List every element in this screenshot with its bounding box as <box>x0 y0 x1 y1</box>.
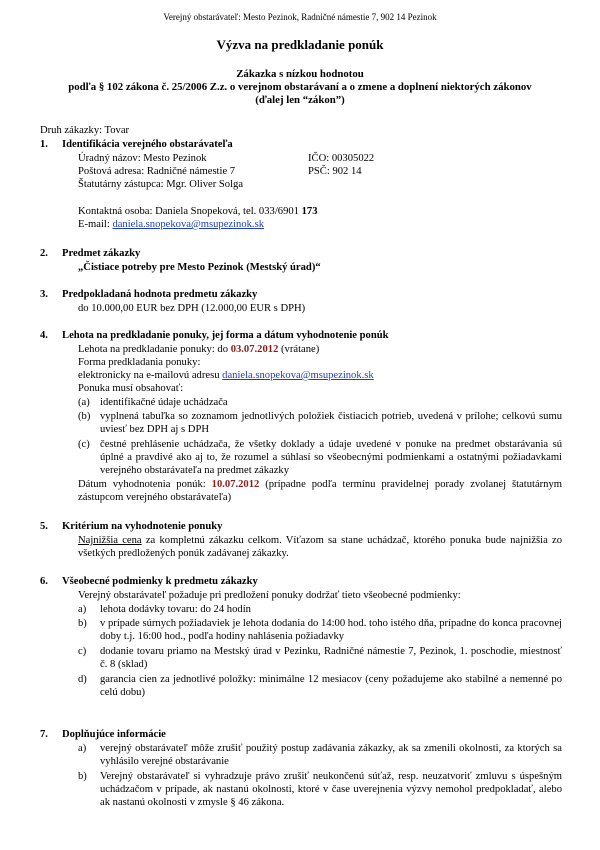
subtitle-line-2: podľa § 102 zákona č. 25/2006 Z.z. o verejnom obstarávaní a o zmene a doplnení niektorých zákonov <box>68 81 532 93</box>
offer-item-mark: (c) <box>78 439 90 450</box>
evaluation-date <box>78 478 562 504</box>
condition-item: v prípade súrnych požiadaviek je lehota dodania do 14:00 hod. toho istého dňa, prípadne do konca pracovnej doby t.j. 16:00 hod., podľa hodiny nahlásenia požiadavky <box>100 618 562 642</box>
section-2-number: 2. <box>40 248 48 259</box>
evaluation-criterion <box>78 534 562 560</box>
section-5-title: Kritérium na vyhodnotenie ponuky <box>62 521 223 532</box>
offer-item: čestné prehlásenie uchádzača, že všetky doklady a údaje uvedené v ponuke na predmet obstarávania sú úplné a pravdivé ako aj to, že rozumel a súhlasí so všeobecnými podmienkami a ostatnými požiadavkami verejného obstarávateľa na predmet zákazky <box>100 439 562 476</box>
offer-item-mark: (a) <box>78 397 90 408</box>
section-6-number: 6. <box>40 576 48 587</box>
section-7-title: Doplňujúce informácie <box>62 729 166 740</box>
evaluation-date-value: 10.07.2012 <box>211 479 260 490</box>
subtitle-line-3: (ďalej len “zákon”) <box>255 94 345 106</box>
offer-item: vyplnená tabuľka so zoznamom jednotlivých položiek čistiacich potrieb, uvedená v prílohe; celkovú sumu uviesť bez DPH aj s DPH <box>100 411 562 435</box>
submission-email-link[interactable]: daniela.snopekova@msupezinok.sk <box>222 370 374 381</box>
document-title: Výzva na predkladanie ponúk <box>216 37 384 52</box>
section-2-title: Predmet zákazky <box>62 248 141 259</box>
section-5-number: 5. <box>40 521 48 532</box>
contact-email-row <box>78 218 264 231</box>
contact-person <box>78 205 318 218</box>
condition-item: dodanie tovaru priamo na Mestský úrad v Pezinku, Radničné námestie 7, Pezinok, 1. poschodie, miestnosť č. 8 (sklad) <box>100 646 562 670</box>
contact-phone-extension: 173 <box>301 206 318 217</box>
submission-form-label: Forma predkladania ponuky: <box>78 357 201 368</box>
estimated-value: do 10.000,00 EUR bez DPH (12.000,00 EUR s DPH) <box>78 303 306 314</box>
info-mark: b) <box>78 771 87 782</box>
deadline-label: Lehota na predkladanie ponuky: do <box>78 344 229 355</box>
section-6-title: Všeobecné podmienky k predmetu zákazky <box>62 576 258 587</box>
section-4-number: 4. <box>40 330 48 341</box>
deadline-date: 03.07.2012 <box>230 344 279 355</box>
deadline-suffix: (vrátane) <box>281 344 320 355</box>
condition-item: lehota dodávky tovaru: do 24 hodín <box>100 604 251 615</box>
statutory-representative: Štatutárny zástupca: Mgr. Oliver Solga <box>78 179 244 190</box>
info-mark: a) <box>78 743 87 754</box>
subject-of-contract: „Čistiace potreby pre Mesto Pezinok (Mestský úrad)“ <box>78 262 321 273</box>
email-label: E-mail: <box>78 219 110 230</box>
condition-item: garancia cien za jednotlivé položky: minimálne 12 mesiacov (ceny požadujeme ako stabilné a nemenné po celú dobu) <box>100 674 562 698</box>
condition-mark: d) <box>78 674 87 685</box>
section-7-number: 7. <box>40 729 48 740</box>
postal-code: PSČ: 902 14 <box>308 166 362 177</box>
criterion-lowest-price: Najnižšia cena <box>78 535 142 546</box>
criterion-text: za kompletnú zákazku celkom. Víťazom sa stane uchádzač, ktorého ponuka bude najnižšia zo všetkých predložených ponúk zadávanej zákazky. <box>78 535 563 559</box>
general-conditions-intro: Verejný obstarávateľ požaduje pri predložení ponuky dodržať tieto všeobecné podmienky: <box>78 590 461 601</box>
document-subtitle <box>40 68 560 107</box>
condition-mark: b) <box>78 618 87 629</box>
subtitle-line-1: Zákazka s nízkou hodnotou <box>236 68 364 80</box>
section-1-title: Identifikácia verejného obstarávateľa <box>62 139 233 150</box>
contact-person-text: Kontaktná osoba: Daniela Snopeková, tel. 033/6901 <box>78 206 299 217</box>
evaluation-label: Dátum vyhodnotenia ponúk: <box>78 479 206 490</box>
evaluation-suffix: (prípadne podľa termínu pravidelnej porady zvolanej štatutárnym zástupcom verejného obstarávateľa) <box>78 479 563 503</box>
info-item: Verejný obstarávateľ si vyhradzuje právo zrušiť neukončenú súťaž, resp. neuzatvoriť zmluvu s úspešným uchádzačom v prípade, ak nastanú okolnosti, ktoré v čase uverejnenia výzvy nemohol predpokladať, alebo ak nastanú okolnosti v zmysle § 46 zákona. <box>100 771 562 808</box>
submission-form <box>78 369 374 382</box>
submission-deadline <box>78 343 319 356</box>
submission-form-text: elektronicky na e-mailovú adresu <box>78 370 220 381</box>
contact-email-link[interactable]: daniela.snopekova@msupezinok.sk <box>112 219 264 230</box>
section-4-title: Lehota na predkladanie ponuky, jej forma a dátum vyhodnotenie ponúk <box>62 330 389 341</box>
page-header: Verejný obstarávateľ: Mesto Pezinok, Radničné námestie 7, 902 14 Pezinok <box>163 12 437 22</box>
contract-type: Druh zákazky: Tovar <box>40 125 130 136</box>
section-3-number: 3. <box>40 289 48 300</box>
offer-item: identifikačné údaje uchádzača <box>100 397 228 408</box>
offer-item-mark: (b) <box>78 411 91 422</box>
section-3-title: Predpokladaná hodnota predmetu zákazky <box>62 289 258 300</box>
section-1-number: 1. <box>40 139 48 150</box>
condition-mark: a) <box>78 604 87 615</box>
ico: IČO: 00305022 <box>308 153 375 164</box>
postal-address: Poštová adresa: Radničné námestie 7 <box>78 166 236 177</box>
offer-contents-label: Ponuka musí obsahovať: <box>78 383 184 394</box>
official-name: Úradný názov: Mesto Pezinok <box>78 153 207 164</box>
condition-mark: c) <box>78 646 87 657</box>
info-item: verejný obstarávateľ môže zrušiť použitý postup zadávania zákazky, ak sa zmenili okolnosti, za ktorých sa vyhlásilo verejné obstarávanie <box>100 743 562 767</box>
